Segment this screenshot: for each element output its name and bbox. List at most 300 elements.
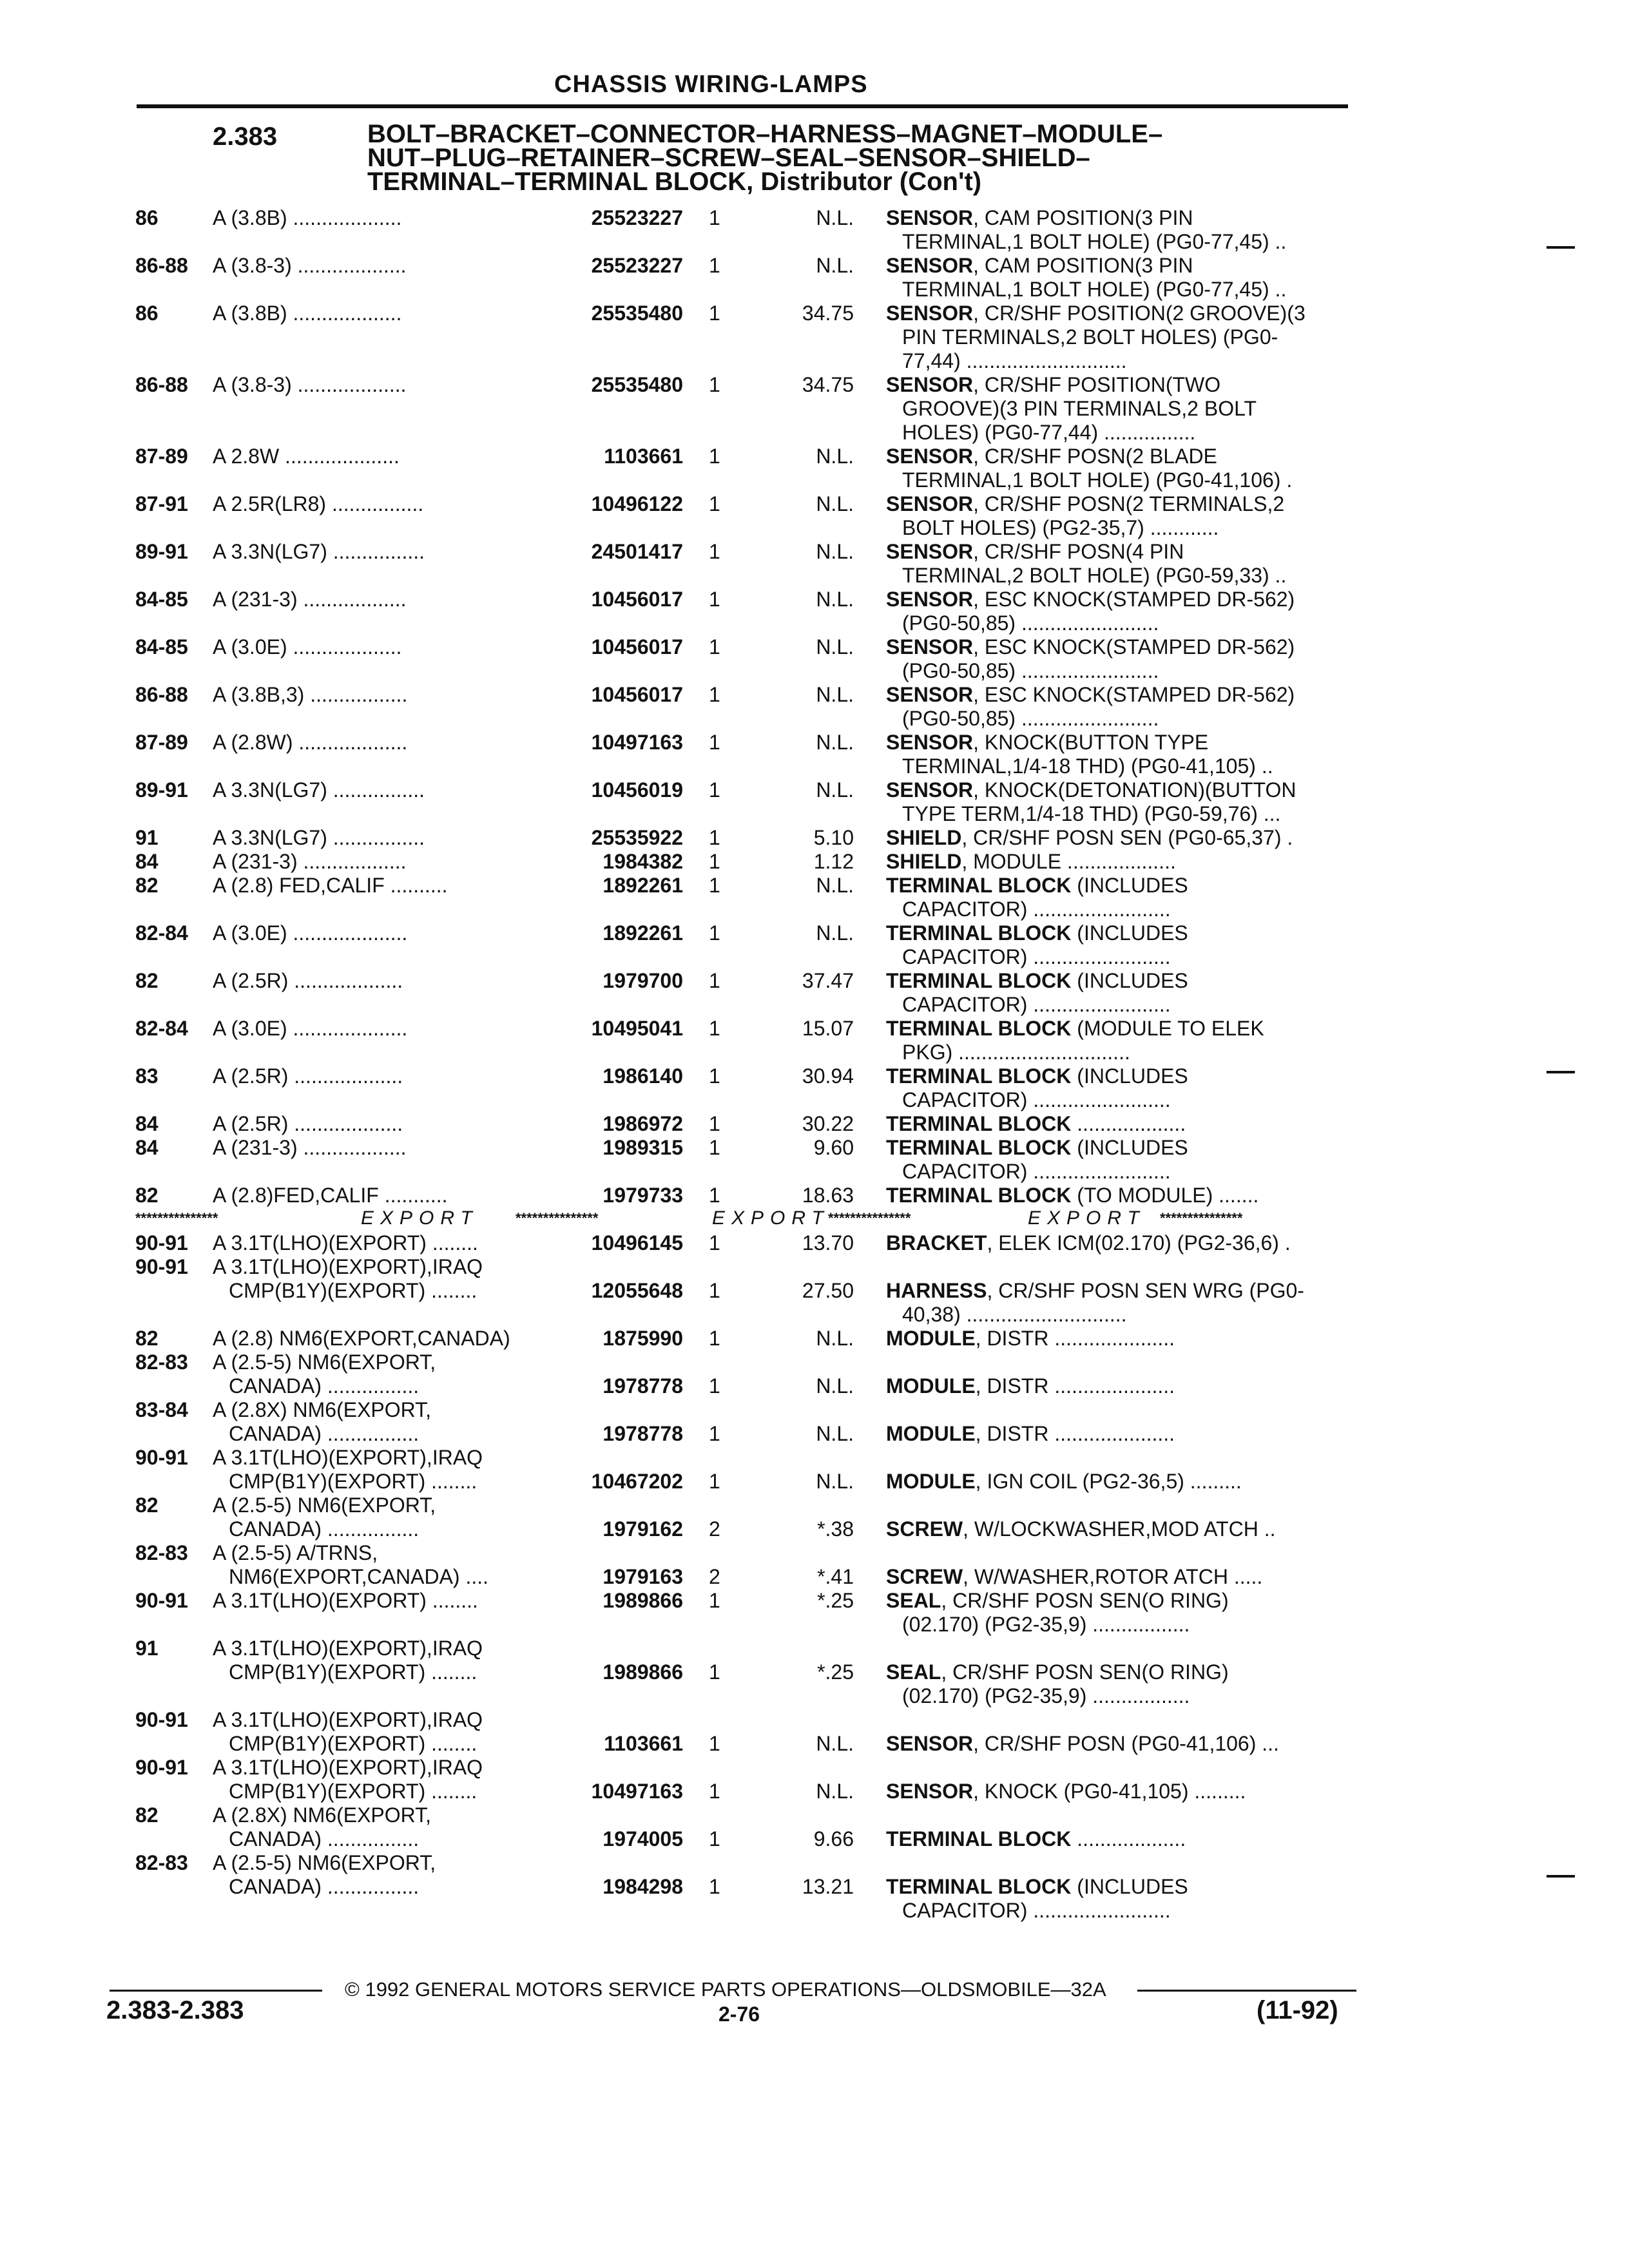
application-line: CANADA) ................ — [229, 1374, 419, 1398]
description-line: TERMINAL BLOCK ................... — [886, 1827, 1186, 1850]
header-rule — [137, 104, 1348, 108]
row-application — [213, 254, 554, 278]
row-description — [886, 588, 1350, 635]
row-application — [213, 683, 554, 707]
application-line: A (2.8X) NM6(EXPORT, — [213, 1398, 432, 1421]
description-keyword: TERMINAL BLOCK — [886, 1827, 1072, 1850]
table-row — [0, 635, 1629, 683]
row-price: 9.66 — [813, 1827, 854, 1850]
row-application — [213, 635, 554, 659]
description-line: MODULE, DISTR ..................... — [886, 1374, 1175, 1398]
row-application — [213, 778, 554, 802]
description-keyword: SENSOR — [886, 540, 974, 563]
row-price: N.L. — [816, 635, 854, 658]
row-quantity: 1 — [709, 1732, 720, 1755]
export-stars: *************** — [1160, 1210, 1243, 1226]
row-price: N.L. — [816, 492, 854, 515]
description-line: SEAL, CR/SHF POSN SEN(O RING) — [886, 1589, 1229, 1612]
application-line: A (2.5-5) A/TRNS, — [213, 1541, 378, 1564]
application-line: A 3.1T(LHO)(EXPORT),IRAQ — [213, 1708, 483, 1731]
row-price: *.41 — [817, 1565, 854, 1588]
application-line: A (3.8B,3) ................. — [213, 683, 408, 706]
application-line: A (2.8) NM6(EXPORT,CANADA) — [213, 1327, 510, 1350]
application-line: A (2.5-5) NM6(EXPORT, — [213, 1851, 436, 1874]
description-line: TERMINAL BLOCK (INCLUDES — [886, 1136, 1188, 1159]
row-part-number: 1979700 — [602, 969, 683, 992]
row-description — [886, 1112, 1350, 1136]
description-keyword: BRACKET — [886, 1231, 987, 1254]
description-keyword: SCREW — [886, 1565, 963, 1588]
row-part-number: 1979163 — [602, 1565, 683, 1588]
row-quantity: 1 — [709, 1136, 720, 1159]
description-line — [886, 1803, 1350, 1827]
description-line: TERMINAL BLOCK (INCLUDES — [886, 969, 1188, 992]
row-quantity: 1 — [709, 1184, 720, 1207]
row-years: 91 — [135, 826, 159, 849]
row-years: 89-91 — [135, 540, 188, 563]
row-quantity: 1 — [709, 254, 720, 277]
section-number: 2.383 — [213, 122, 278, 151]
footer-rule — [110, 1990, 322, 1992]
row-part-number: 1989315 — [602, 1136, 683, 1159]
row-part-number: 10496122 — [591, 492, 683, 515]
row-application — [213, 1589, 554, 1613]
description-keyword: SENSOR — [886, 492, 974, 515]
row-description — [886, 1708, 1350, 1756]
row-price: N.L. — [816, 731, 854, 754]
row-years: 86 — [135, 206, 159, 229]
row-part-number: 1986140 — [602, 1064, 683, 1088]
table-row — [0, 1756, 1629, 1803]
application-line: A 3.3N(LG7) ................ — [213, 778, 425, 802]
row-application — [213, 1350, 554, 1398]
description-line: SEAL, CR/SHF POSN SEN(O RING) — [886, 1660, 1229, 1684]
row-quantity: 1 — [709, 1279, 720, 1302]
margin-tick — [1547, 1875, 1575, 1878]
application-line: A (3.8-3) ................... — [213, 373, 407, 396]
row-part-number: 1978778 — [602, 1374, 683, 1398]
application-line: CANADA) ................ — [229, 1827, 419, 1850]
description-line — [886, 1398, 1350, 1422]
row-years: 83 — [135, 1064, 159, 1088]
row-years: 89-91 — [135, 778, 188, 802]
description-keyword: SENSOR — [886, 206, 974, 229]
row-years: 86-88 — [135, 373, 188, 396]
row-years: 87-89 — [135, 731, 188, 754]
row-years: 82 — [135, 1184, 159, 1207]
description-line: SENSOR, CR/SHF POSN(2 BLADE — [886, 445, 1217, 468]
table-row — [0, 373, 1629, 445]
description-keyword: SHIELD — [886, 826, 962, 849]
copyright-line: © 1992 GENERAL MOTORS SERVICE PARTS OPERATIONS—OLDSMOBILE—32A — [345, 1978, 1106, 2001]
description-keyword: SENSOR — [886, 1780, 974, 1803]
description-keyword: TERMINAL BLOCK — [886, 1112, 1072, 1135]
description-keyword: SENSOR — [886, 302, 974, 325]
application-line: A (3.0E) ................... — [213, 635, 402, 658]
row-quantity: 1 — [709, 445, 720, 468]
application-line: A 3.3N(LG7) ................ — [213, 826, 425, 849]
description-line: TERMINAL BLOCK (INCLUDES — [886, 1875, 1188, 1898]
row-price: N.L. — [816, 588, 854, 611]
application-line: A (3.8B) ................... — [213, 206, 402, 229]
row-years: 90-91 — [135, 1589, 188, 1612]
row-part-number: 10456017 — [591, 683, 683, 706]
row-quantity: 2 — [709, 1517, 720, 1541]
description-line: MODULE, DISTR ..................... — [886, 1327, 1175, 1350]
row-years: 90-91 — [135, 1255, 188, 1278]
table-row — [0, 1017, 1629, 1064]
table-row — [0, 1708, 1629, 1756]
description-keyword: TERMINAL BLOCK — [886, 1184, 1072, 1207]
description-line: TERMINAL BLOCK (INCLUDES — [886, 921, 1188, 945]
description-keyword: TERMINAL BLOCK — [886, 1017, 1072, 1040]
row-quantity: 1 — [709, 826, 720, 849]
row-years: 87-89 — [135, 445, 188, 468]
row-part-number: 1979162 — [602, 1517, 683, 1541]
export-label: EXPORT — [712, 1207, 830, 1229]
description-keyword: TERMINAL BLOCK — [886, 1136, 1072, 1159]
row-part-number: 25535480 — [591, 373, 683, 396]
table-row — [0, 1255, 1629, 1327]
row-application — [213, 1851, 554, 1899]
description-keyword: TERMINAL BLOCK — [886, 1875, 1072, 1898]
description-keyword: SENSOR — [886, 373, 974, 396]
description-line: SENSOR, CR/SHF POSN(4 PIN — [886, 540, 1184, 563]
row-years: 86-88 — [135, 683, 188, 706]
row-quantity: 1 — [709, 302, 720, 325]
description-keyword: SEAL — [886, 1589, 941, 1612]
row-application — [213, 921, 554, 945]
export-label: EXPORT — [1028, 1207, 1146, 1229]
description-line: SENSOR, ESC KNOCK(STAMPED DR-562) — [886, 635, 1295, 658]
description-line: TERMINAL,1/4-18 THD) (PG0-41,105) .. — [902, 754, 1273, 778]
row-description — [886, 1255, 1350, 1327]
row-quantity: 1 — [709, 850, 720, 873]
row-price: N.L. — [816, 1374, 854, 1398]
application-line: A (2.5R) ................... — [213, 969, 403, 992]
row-years: 90-91 — [135, 1756, 188, 1779]
table-row — [0, 969, 1629, 1017]
application-line: A (231-3) .................. — [213, 1136, 407, 1159]
row-description — [886, 1064, 1350, 1112]
description-line: TYPE TERM,1/4-18 THD) (PG0-59,76) ... — [902, 802, 1281, 825]
description-line: HARNESS, CR/SHF POSN SEN WRG (PG0- — [886, 1279, 1304, 1302]
row-part-number: 10496145 — [591, 1231, 683, 1254]
row-application — [213, 1637, 554, 1684]
row-years: 82 — [135, 1327, 159, 1350]
section-title-line: BOLT–BRACKET–CONNECTOR–HARNESS–MAGNET–MODULE– — [367, 120, 1163, 148]
export-divider — [0, 1207, 1629, 1231]
table-row — [0, 1350, 1629, 1398]
row-part-number: 1103661 — [604, 1732, 683, 1755]
row-price: N.L. — [816, 445, 854, 468]
table-row — [0, 850, 1629, 874]
row-part-number: 10467202 — [591, 1470, 683, 1493]
description-line: SENSOR, CAM POSITION(3 PIN — [886, 254, 1193, 277]
row-description — [886, 302, 1350, 373]
row-description — [886, 1017, 1350, 1064]
row-part-number: 1984298 — [602, 1875, 683, 1898]
row-description — [886, 1184, 1350, 1207]
row-years: 84-85 — [135, 635, 188, 658]
row-application — [213, 206, 554, 230]
row-price: 1.12 — [813, 850, 854, 873]
row-application — [213, 1327, 554, 1350]
row-quantity: 1 — [709, 969, 720, 992]
table-row — [0, 1184, 1629, 1207]
row-years: 82 — [135, 1494, 159, 1517]
row-quantity: 1 — [709, 1589, 720, 1612]
application-line: CMP(B1Y)(EXPORT) ........ — [229, 1470, 477, 1493]
row-application — [213, 1541, 554, 1589]
description-line: (PG0-50,85) ........................ — [902, 659, 1159, 682]
row-application — [213, 302, 554, 325]
description-line: (02.170) (PG2-35,9) ................. — [902, 1684, 1190, 1707]
row-part-number: 24501417 — [591, 540, 683, 563]
row-quantity: 1 — [709, 1422, 720, 1445]
row-years: 90-91 — [135, 1231, 188, 1254]
description-keyword: TERMINAL BLOCK — [886, 921, 1072, 945]
row-application — [213, 492, 554, 516]
application-line: A 3.1T(LHO)(EXPORT) ........ — [213, 1231, 478, 1254]
table-row — [0, 302, 1629, 373]
row-years: 84-85 — [135, 588, 188, 611]
row-quantity: 1 — [709, 683, 720, 706]
row-years: 82-84 — [135, 921, 188, 945]
row-description — [886, 445, 1350, 492]
description-keyword: MODULE — [886, 1422, 976, 1445]
application-line: CMP(B1Y)(EXPORT) ........ — [229, 1732, 477, 1755]
description-keyword: TERMINAL BLOCK — [886, 1064, 1072, 1088]
description-line: SENSOR, CR/SHF POSITION(TWO — [886, 373, 1221, 396]
row-price: 9.60 — [813, 1136, 854, 1159]
description-line: CAPACITOR) ........................ — [902, 898, 1171, 921]
application-line: A 3.1T(LHO)(EXPORT),IRAQ — [213, 1637, 483, 1660]
row-years: 90-91 — [135, 1708, 188, 1731]
row-years: 82-83 — [135, 1541, 188, 1564]
table-row — [0, 1637, 1629, 1708]
description-line: SCREW, W/LOCKWASHER,MOD ATCH .. — [886, 1517, 1276, 1541]
application-line: CMP(B1Y)(EXPORT) ........ — [229, 1780, 477, 1803]
export-stars: *************** — [135, 1210, 218, 1226]
row-description — [886, 683, 1350, 731]
application-line: A 3.1T(LHO)(EXPORT),IRAQ — [213, 1446, 483, 1469]
table-row — [0, 731, 1629, 778]
description-line: (PG0-50,85) ........................ — [902, 611, 1159, 635]
description-line — [886, 1494, 1350, 1517]
application-line: CMP(B1Y)(EXPORT) ........ — [229, 1279, 477, 1302]
row-description — [886, 1637, 1350, 1708]
table-row — [0, 588, 1629, 635]
description-line: CAPACITOR) ........................ — [902, 1088, 1171, 1111]
row-quantity: 1 — [709, 492, 720, 515]
row-part-number: 1978778 — [602, 1422, 683, 1445]
table-row — [0, 1803, 1629, 1851]
application-line: NM6(EXPORT,CANADA) .... — [229, 1565, 489, 1588]
description-line — [886, 1851, 1350, 1875]
application-line: A 2.5R(LR8) ................ — [213, 492, 424, 515]
description-line: TERMINAL,1 BOLT HOLE) (PG0-77,45) .. — [902, 278, 1287, 301]
row-price: 15.07 — [802, 1017, 854, 1040]
application-line: A (2.5R) ................... — [213, 1064, 403, 1088]
row-application — [213, 1446, 554, 1494]
row-description — [886, 206, 1350, 254]
row-quantity: 1 — [709, 1827, 720, 1850]
row-part-number: 10456017 — [591, 588, 683, 611]
row-description — [886, 874, 1350, 921]
row-price: N.L. — [816, 874, 854, 897]
application-line: A (231-3) .................. — [213, 588, 407, 611]
row-quantity: 1 — [709, 731, 720, 754]
row-application — [213, 1803, 554, 1851]
application-line: A (3.8-3) ................... — [213, 254, 407, 277]
row-description — [886, 850, 1350, 874]
table-row — [0, 874, 1629, 921]
description-line: SENSOR, CAM POSITION(3 PIN — [886, 206, 1193, 229]
description-line: 40,38) ............................ — [902, 1303, 1127, 1326]
description-line: CAPACITOR) ........................ — [902, 993, 1171, 1016]
row-price: 30.94 — [802, 1064, 854, 1088]
description-keyword: MODULE — [886, 1374, 976, 1398]
description-line: SHIELD, MODULE ................... — [886, 850, 1176, 873]
row-years: 84 — [135, 850, 159, 873]
row-application — [213, 1136, 554, 1160]
row-price: 34.75 — [802, 302, 854, 325]
row-quantity: 1 — [709, 1374, 720, 1398]
description-line: SCREW, W/WASHER,ROTOR ATCH ..... — [886, 1565, 1263, 1588]
description-line: SENSOR, CR/SHF POSN (PG0-41,106) ... — [886, 1732, 1279, 1755]
row-years: 84 — [135, 1136, 159, 1159]
description-line: SENSOR, KNOCK(DETONATION)(BUTTON — [886, 778, 1296, 802]
row-description — [886, 969, 1350, 1017]
description-line: CAPACITOR) ........................ — [902, 1160, 1171, 1183]
row-description — [886, 1851, 1350, 1923]
row-price: 5.10 — [813, 826, 854, 849]
row-part-number: 10456019 — [591, 778, 683, 802]
application-line: A (3.0E) .................... — [213, 921, 408, 945]
table-row — [0, 826, 1629, 850]
description-line: SENSOR, KNOCK (PG0-41,105) ......... — [886, 1780, 1246, 1803]
row-years: 86-88 — [135, 254, 188, 277]
row-application — [213, 969, 554, 993]
row-application — [213, 874, 554, 898]
row-part-number: 10456017 — [591, 635, 683, 658]
row-part-number: 10495041 — [591, 1017, 683, 1040]
table-row — [0, 1112, 1629, 1136]
description-keyword: SHIELD — [886, 850, 962, 873]
description-line: SENSOR, ESC KNOCK(STAMPED DR-562) — [886, 588, 1295, 611]
table-row — [0, 778, 1629, 826]
description-line: TERMINAL BLOCK (TO MODULE) ....... — [886, 1184, 1259, 1207]
table-row — [0, 1851, 1629, 1923]
table-row — [0, 1327, 1629, 1350]
export-stars: *************** — [516, 1210, 599, 1226]
row-price: N.L. — [816, 1732, 854, 1755]
row-years: 87-91 — [135, 492, 188, 515]
row-application — [213, 1398, 554, 1446]
row-price: N.L. — [816, 921, 854, 945]
row-part-number: 1892261 — [602, 921, 683, 945]
application-line: A (2.5-5) NM6(EXPORT, — [213, 1494, 436, 1517]
table-row — [0, 683, 1629, 731]
description-line: HOLES) (PG0-77,44) ................ — [902, 421, 1196, 444]
row-quantity: 1 — [709, 1470, 720, 1493]
application-line: A 2.8W .................... — [213, 445, 400, 468]
row-quantity: 1 — [709, 1231, 720, 1254]
row-quantity: 1 — [709, 1875, 720, 1898]
row-part-number: 1974005 — [602, 1827, 683, 1850]
row-price: N.L. — [816, 1780, 854, 1803]
description-keyword: SEAL — [886, 1660, 941, 1684]
row-part-number: 25523227 — [591, 206, 683, 229]
row-years: 82 — [135, 1803, 159, 1827]
table-row — [0, 1589, 1629, 1637]
table-row — [0, 206, 1629, 254]
row-quantity: 1 — [709, 1780, 720, 1803]
description-keyword: SENSOR — [886, 778, 974, 802]
export-label: EXPORT — [361, 1207, 479, 1229]
row-years: 82 — [135, 969, 159, 992]
row-quantity: 1 — [709, 921, 720, 945]
application-line: A 3.1T(LHO)(EXPORT),IRAQ — [213, 1255, 483, 1278]
row-years: 82-83 — [135, 1350, 188, 1374]
row-years: 91 — [135, 1637, 159, 1660]
row-description — [886, 1494, 1350, 1541]
row-application — [213, 588, 554, 611]
application-line: CMP(B1Y)(EXPORT) ........ — [229, 1660, 477, 1684]
row-quantity: 1 — [709, 1064, 720, 1088]
row-quantity: 1 — [709, 1660, 720, 1684]
row-years: 90-91 — [135, 1446, 188, 1469]
row-price: N.L. — [816, 254, 854, 277]
row-price: 18.63 — [802, 1184, 854, 1207]
application-line: A (231-3) .................. — [213, 850, 407, 873]
section-title — [367, 122, 1269, 194]
row-part-number: 10497163 — [591, 1780, 683, 1803]
row-years: 86 — [135, 302, 159, 325]
description-keyword: SCREW — [886, 1517, 963, 1541]
row-part-number: 12055648 — [591, 1279, 683, 1302]
description-line: (PG0-50,85) ........................ — [902, 707, 1159, 730]
row-price: 27.50 — [802, 1279, 854, 1302]
row-description — [886, 731, 1350, 778]
row-price: 37.47 — [802, 969, 854, 992]
description-keyword: MODULE — [886, 1327, 976, 1350]
row-price: N.L. — [816, 778, 854, 802]
row-description — [886, 540, 1350, 588]
description-line: TERMINAL BLOCK (MODULE TO ELEK — [886, 1017, 1264, 1040]
description-line: PKG) .............................. — [902, 1041, 1130, 1064]
row-quantity: 1 — [709, 1112, 720, 1135]
description-keyword: SENSOR — [886, 1732, 974, 1755]
description-line: TERMINAL BLOCK (INCLUDES — [886, 874, 1188, 897]
row-quantity: 1 — [709, 588, 720, 611]
row-description — [886, 1136, 1350, 1184]
row-price: 13.21 — [802, 1875, 854, 1898]
section-title-line: NUT–PLUG–RETAINER–SCREW–SEAL–SENSOR–SHIELD– — [367, 144, 1090, 172]
row-part-number: 25535480 — [591, 302, 683, 325]
application-line: A (2.8W) ................... — [213, 731, 408, 754]
table-row — [0, 254, 1629, 302]
row-price: 34.75 — [802, 373, 854, 396]
description-line: MODULE, DISTR ..................... — [886, 1422, 1175, 1445]
parts-list — [0, 206, 1629, 1923]
description-line: PIN TERMINALS,2 BOLT HOLES) (PG0- — [902, 325, 1278, 349]
row-quantity: 2 — [709, 1565, 720, 1588]
section-range: 2.383-2.383 — [106, 1996, 244, 2024]
description-line — [886, 1708, 1350, 1732]
row-price: N.L. — [816, 540, 854, 563]
